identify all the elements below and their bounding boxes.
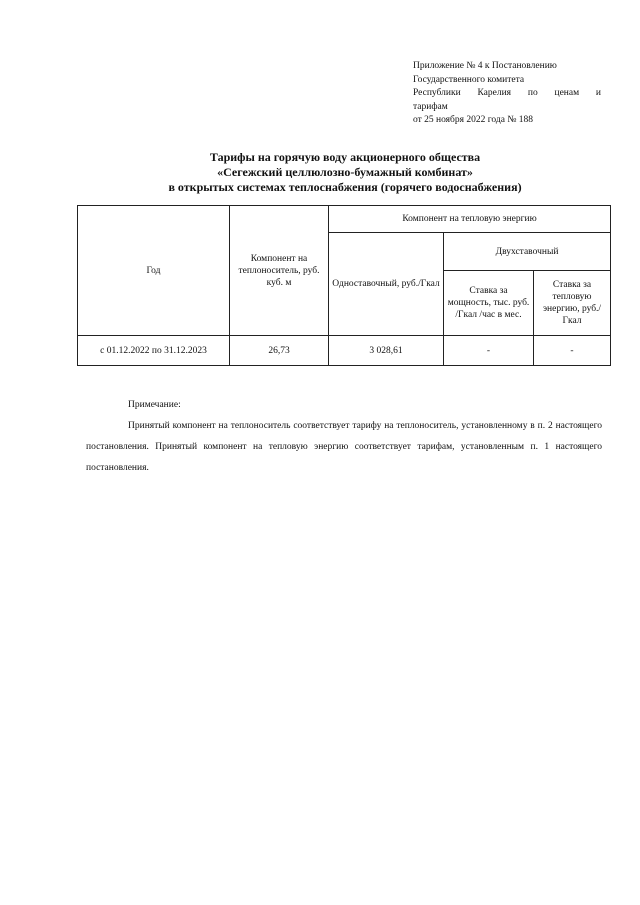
header-year: Год <box>78 206 230 336</box>
appendix-line: Республики Карелия по ценам и <box>413 88 601 98</box>
header-capacity-rate: Ставка за мощность, тыс. руб. /Гкал /час в мес. <box>444 271 534 336</box>
cell-capacity-rate-value: - <box>444 336 534 366</box>
note-section <box>86 395 602 479</box>
title-line: Тарифы на горячую воду акционерного общества <box>209 150 481 164</box>
title-line: «Сегежский целлюлозно-бумажный комбинат» <box>217 165 473 179</box>
cell-single-rate-value: 3 028,61 <box>329 336 444 366</box>
note-text: Принятый компонент на теплоноситель соответствует тарифу на теплоноситель, установленному в п. 2 настоящего постановления. Принятый компонент на тепловую энергию соответствует тарифам, установленным п. 1 настоящего постановления. <box>86 421 602 473</box>
cell-carrier-value: 26,73 <box>230 336 329 366</box>
header-energy-rate: Ставка за тепловую энергию, руб./Гкал <box>534 271 611 336</box>
header-heat-energy-component: Компонент на тепловую энергию <box>329 206 611 233</box>
appendix-line: тарифам <box>413 101 448 112</box>
note-label: Примечание: <box>128 400 181 410</box>
header-heat-carrier-component: Компонент на теплоноситель, руб. куб. м <box>230 206 329 336</box>
header-two-rate: Двухставочный <box>444 233 611 271</box>
appendix-date-line: от 25 ноября 2022 года № 188 <box>413 115 534 125</box>
cell-period: с 01.12.2022 по 31.12.2023 <box>78 336 230 366</box>
title-line: в открытых системах теплоснабжения (горячего водоснабжения) <box>168 180 522 194</box>
document-title <box>100 150 590 195</box>
table-row <box>78 336 611 366</box>
cell-energy-rate-value: - <box>534 336 611 366</box>
appendix-reference <box>413 60 601 128</box>
appendix-line: Государственного комитета <box>413 74 525 85</box>
table-header-row <box>78 206 611 233</box>
header-single-rate: Одноставочный, руб./Гкал <box>329 233 444 336</box>
tariff-table <box>77 205 611 366</box>
appendix-line: Приложение № 4 к Постановлению <box>413 61 557 71</box>
